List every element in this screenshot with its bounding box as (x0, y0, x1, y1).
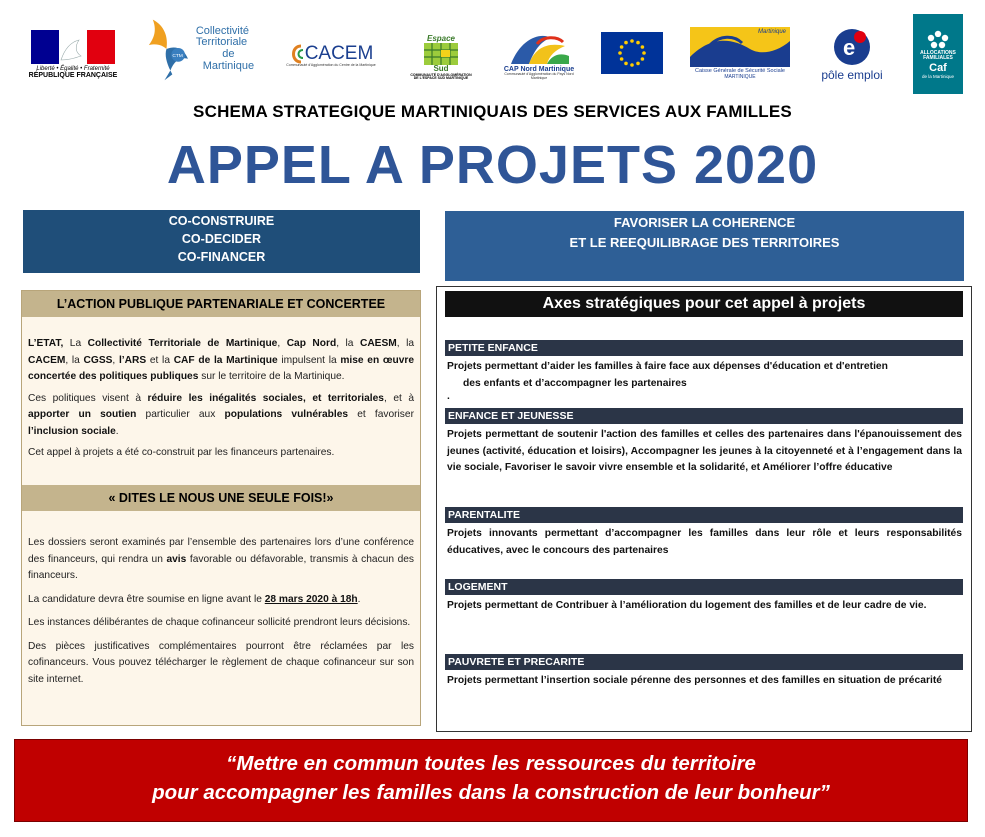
p4-a: Les dossiers seront examinés par l’ensemble des partenaires lors d’une conférence des financeurs, qui rendra un (28, 537, 414, 565)
logo-european-union (601, 32, 663, 74)
p1-p: impulsent la (277, 354, 341, 366)
document-subtitle: SCHEMA STRATEGIQUE MARTINIQUAIS DES SERVICES AUX FAMILLES (193, 102, 792, 121)
cacem-sub: Communauté d'Agglomération du Centre de la Martinique (286, 63, 376, 68)
axe-text-petite-enfance-line1: Projets permettant d’aider les familles à faire face aux dépenses d'éducation et d'entretien (447, 361, 888, 372)
cap-nord-name: CAP Nord Martinique (503, 65, 575, 73)
paragraph-instances: Les instances délibérantes de chaque cofinanceur sollicité prendront leurs décisions. (28, 617, 411, 628)
pole-emploi-e-icon (833, 28, 871, 66)
p1-e: Cap Nord (286, 338, 337, 349)
coherence-line2: ET LE REEQUILIBRAGE DES TERRITOIRES (569, 235, 840, 250)
p2-e: particulier aux (136, 409, 225, 420)
p1-i: CACEM (28, 354, 66, 366)
axe-text-enfance-jeunesse: Projets permettant de soutenir l'action des familles et celles des partenaires dans l'épanouissement des jeunes (activité, éducation et loisirs), Accompagner les jeunes à la citoyenneté et à l’engagement dans la vie sociale, Favoriser le savoir vivre ensemble et la solidarité, et Améliorer l’offre éducative (447, 429, 962, 473)
p1-h: , la (396, 338, 415, 349)
closing-quote-banner (14, 739, 968, 822)
cgss-sub: MARTINIQUE (724, 74, 756, 81)
pole-emploi-name: pôle emploi (821, 68, 883, 83)
logo-pole-emploi (814, 24, 890, 86)
quote-line2: pour accompagner les familles dans la construction de leur bonheur” (152, 781, 830, 804)
deadline-date: 28 mars 2020 à 18h (264, 593, 358, 605)
co-decider-line: CO-DECIDER (181, 232, 262, 246)
paragraph-policies (28, 391, 414, 441)
caf-line2: FAMILIALES (923, 54, 953, 61)
p2-h: l’inclusion sociale (28, 425, 116, 437)
p1-d: , (277, 338, 287, 349)
p1-b: La (63, 338, 88, 349)
left-panel (21, 290, 421, 726)
paragraph-partners (28, 336, 414, 386)
p1-j: , la (65, 354, 84, 366)
axe-text-petite-enfance-line2: des enfants et d’accompagner les partenaires (463, 377, 687, 389)
p1-a: L’ETAT, (28, 338, 64, 349)
rf-motto: Liberté • Égalité • Fraternité (36, 66, 110, 73)
coherence-line1: FAVORISER LA COHERENCE (613, 215, 796, 230)
axe-bar-enfance-jeunesse: ENFANCE ET JEUNESSE (445, 408, 963, 424)
logo-ctm (143, 14, 261, 84)
cacem-name: CACEM (304, 43, 374, 65)
p1-g: CAESM (359, 338, 397, 349)
espace-sud-top: Espace (426, 33, 456, 43)
paragraph-co-construit: Cet appel à projets a été co-construit par les financeurs partenaires. (28, 447, 335, 458)
p1-n: et la (146, 354, 174, 366)
caf-line3: Caf (929, 62, 947, 75)
caf-flower-icon (925, 29, 951, 51)
ctm-line1: Collectivité (195, 24, 250, 37)
logo-cacem (283, 36, 379, 76)
axes-title: Axes stratégiques pour cet appel à projets (445, 291, 963, 317)
paragraph-deadline (28, 592, 414, 609)
document-title: APPEL A PROJETS 2020 (166, 135, 819, 195)
axe-text-petite-enfance (447, 359, 962, 392)
cgss-top: Martinique (757, 29, 786, 36)
p4-c: favorable ou défavorable, transmis à chacun des financeurs. (28, 553, 414, 581)
ctm-line3: de Martinique (202, 48, 255, 72)
p1-m: l’ARS (118, 354, 147, 366)
section-action-publique-title: L’ACTION PUBLIQUE PARTENARIALE ET CONCERTEE (22, 291, 420, 317)
cgss-name: Caisse Générale de Sécurité Sociale (695, 68, 785, 75)
ctm-line2: Territoriale (195, 36, 248, 49)
espace-sud-sub: COMMUNAUTÉ D'AGGLOMÉRATION DE L'ESPACE SUD MARTINIQUE (410, 72, 472, 81)
quote-line1: “Mettre en commun toutes les ressources du territoire (226, 752, 756, 775)
logo-cgss (688, 24, 792, 84)
axe-text-parentalite: Projets innovants permettant d’accompagner les familles dans leur rôle et leurs responsabilités éducatives, avec le concours des partenaires (447, 528, 962, 556)
axe-bar-pauvrete: PAUVRETE ET PRECARITE (445, 654, 963, 670)
p2-c: , et à (383, 392, 414, 404)
p1-q: mise en œuvre concertée des politiques publiques (28, 354, 415, 382)
eu-flag-icon (601, 32, 663, 74)
p1-o: CAF de la Martinique (173, 354, 278, 366)
cap-nord-arc-icon (507, 30, 571, 66)
co-financer-line: CO-FINANCER (177, 250, 266, 264)
marianne-flag-icon (31, 30, 115, 64)
logo-caf (913, 14, 963, 94)
p5-a: La candidature devra être soumise en ligne avant le (28, 593, 265, 605)
axe-text-pauvrete: Projets permettant l’insertion sociale pérenne des personnes et des familles en situation de précarité (447, 675, 942, 686)
logo-cap-nord (501, 24, 577, 86)
cacem-swirl-icon (289, 44, 305, 64)
p2-a: Ces politiques visent à (28, 392, 148, 404)
p1-r: sur le territoire de la Martinique. (198, 371, 345, 382)
logo-espace-sud (408, 28, 474, 88)
p2-f: populations vulnérables (224, 409, 349, 420)
cap-nord-sub: Communauté d'Agglomération du Pays Nord Martinique (504, 72, 574, 80)
hummingbird-icon (143, 15, 194, 83)
co-construire-line: CO-CONSTRUIRE (168, 214, 275, 228)
caf-line4: de la Martinique (921, 73, 955, 79)
coherence-box (445, 211, 964, 281)
svg-text:e: e (843, 35, 856, 61)
axe-bar-logement: LOGEMENT (445, 579, 963, 595)
p1-f: , la (336, 338, 360, 349)
p2-d: apporter un soutien (28, 409, 137, 420)
p2-b: réduire les inégalités sociales, et territoriales (147, 392, 384, 404)
p1-k: CGSS (83, 354, 113, 366)
p2-i: . (115, 425, 119, 437)
caf-line1: ALLOCATIONS (920, 49, 956, 56)
espace-sud-grid-icon (424, 43, 458, 65)
ctm-badge: CTM (172, 53, 183, 59)
p2-g: et favoriser (348, 409, 414, 420)
axe-text-logement: Projets permettant de Contribuer à l’amélioration du logement des familles et de leur cadre de vie. (447, 600, 927, 611)
p1-l: , (112, 354, 119, 366)
co-construire-box (23, 210, 420, 273)
paragraph-pieces: Des pièces justificatives complémentaires pourront être réclamées par les cofinanceurs. Vous pouvez télécharger le règlement de chaque cofinanceur sur son site internet. (28, 640, 414, 685)
axe-bar-petite-enfance: PETITE ENFANCE (445, 340, 963, 356)
p1-c: Collectivité Territoriale de Martinique (87, 338, 278, 349)
right-panel (436, 286, 972, 732)
stray-dot: . (447, 391, 450, 402)
rf-name: RÉPUBLIQUE FRANÇAISE (28, 72, 118, 80)
logo-republique-francaise (28, 24, 118, 86)
espace-sud-bottom: Sud (433, 64, 449, 74)
p5-c: . (357, 593, 361, 605)
paragraph-examen (28, 535, 414, 585)
axe-bar-parentalite: PARENTALITE (445, 507, 963, 523)
section-dites-le-nous-title: « DITES LE NOUS UNE SEULE FOIS!» (22, 485, 420, 511)
p4-b: avis (166, 553, 187, 565)
